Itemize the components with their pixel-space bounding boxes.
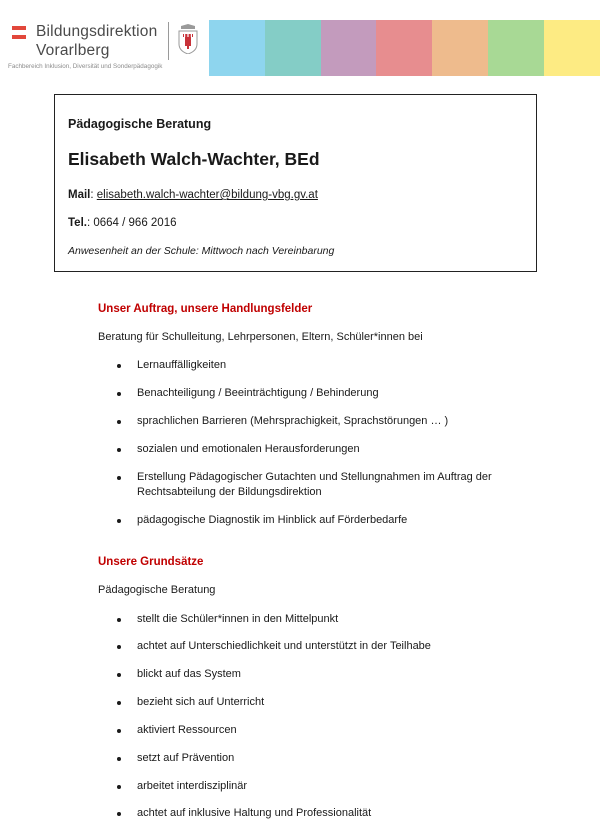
bullet-icon — [117, 696, 123, 710]
bullet-icon — [117, 514, 123, 528]
bullet-icon — [117, 807, 123, 821]
list-item: sozialen und emotionalen Herausforderungen — [137, 443, 360, 455]
list-item: achtet auf Unterschiedlichkeit und unterstützt in der Teilhabe — [137, 640, 431, 652]
color-swatch-3 — [321, 20, 377, 76]
color-swatch-7 — [544, 20, 600, 76]
bullet-icon — [117, 668, 123, 682]
color-swatch-2 — [265, 20, 321, 76]
list-item: bezieht sich auf Unterricht — [137, 696, 265, 708]
list-item: stellt die Schüler*innen in den Mittelpunkt — [137, 613, 339, 625]
tel-label: Tel. — [68, 217, 87, 229]
list-item: Benachteiligung / Beeinträchtigung / Behinderung — [137, 387, 379, 399]
section-intro-principles: Pädagogische Beratung — [98, 584, 216, 596]
list-item: aktiviert Ressourcen — [137, 724, 237, 736]
page-header — [0, 0, 600, 80]
contact-phone — [68, 217, 177, 229]
list-item: Lernauffälligkeiten — [137, 359, 227, 371]
bullet-icon — [117, 415, 123, 429]
bullet-icon — [117, 640, 123, 654]
attendance-note: Anwesenheit an der Schule: Mittwoch nach Vereinbarung — [68, 245, 335, 257]
list-item: pädagogische Diagnostik im Hinblick auf Förderbedarfe — [137, 514, 408, 526]
contact-box — [54, 94, 537, 272]
bullet-icon — [117, 724, 123, 738]
list-item: blickt auf das System — [137, 668, 241, 680]
section-heading-tasks: Unser Auftrag, unsere Handlungsfelder — [98, 303, 313, 315]
tel-value: : 0664 / 966 2016 — [86, 217, 177, 229]
section-heading-principles: Unsere Grundsätze — [98, 556, 204, 568]
vorarlberg-crest-icon — [178, 24, 198, 54]
bullet-icon — [117, 359, 123, 373]
color-swatch-5 — [432, 20, 488, 76]
color-strip — [209, 20, 600, 76]
department-tagline: Fachbereich Inklusion, Diversität und Sonderpädagogik — [8, 63, 163, 70]
list-item: setzt auf Prävention — [137, 752, 235, 764]
list-item: Erstellung Pädagogischer Gutachten und Stellungnahmen im Auftrag der Rechtsabteilung der Bildungsdirektion — [137, 471, 492, 498]
contact-mail: Mail: elisabeth.walch-wachter@bildung-vbg.gv.at — [68, 189, 318, 201]
contact-role: Pädagogische Beratung — [68, 117, 212, 131]
bullet-icon — [117, 780, 123, 794]
list-item: sprachlichen Barrieren (Mehrsprachigkeit, Sprachstörungen … ) — [137, 415, 449, 427]
org-region: Vorarlberg — [36, 42, 110, 59]
bullet-icon — [117, 443, 123, 457]
contact-name: Elisabeth Walch-Wachter, BEd — [68, 149, 320, 169]
color-swatch-6 — [488, 20, 544, 76]
mail-label: Mail — [68, 189, 91, 201]
list-item: arbeitet interdisziplinär — [137, 780, 248, 792]
color-swatch-1 — [209, 20, 265, 76]
bullet-icon — [117, 387, 123, 401]
section-intro-tasks: Beratung für Schulleitung, Lehrpersonen, Eltern, Schüler*innen bei — [98, 331, 423, 343]
org-name: Bildungsdirektion — [36, 23, 158, 40]
bullet-icon — [117, 752, 123, 766]
logo-divider — [168, 22, 169, 60]
list-item: achtet auf inklusive Haltung und Professionalität — [137, 807, 372, 819]
bullet-icon — [117, 613, 123, 627]
austria-flag-icon — [12, 26, 26, 39]
bullet-icon — [117, 471, 123, 485]
mail-link[interactable]: elisabeth.walch-wachter@bildung-vbg.gv.at — [96, 189, 318, 201]
color-swatch-4 — [376, 20, 432, 76]
